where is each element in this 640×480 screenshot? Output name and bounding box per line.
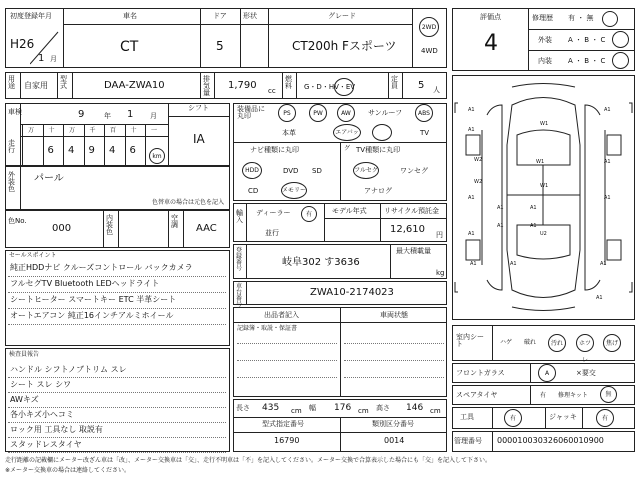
equip-ps-circle: PS: [278, 104, 296, 122]
glass-label: フロントガラス: [456, 369, 505, 377]
equip-airbag-circle: エアバッグ: [333, 124, 361, 141]
fuel-hv-circle: [334, 78, 354, 96]
inspector-line: スタッドレスタイヤ: [10, 440, 82, 449]
jack-yes-circle: 有: [596, 409, 614, 427]
color-no-label: 色No.: [8, 217, 27, 225]
damage-mark: A1: [497, 223, 504, 229]
shift-label: シフト: [188, 104, 209, 112]
seat-label: 室内シート: [456, 333, 484, 348]
inspector-line: ロック用 工具なし 取説有: [10, 425, 103, 434]
damage-mark: W1: [540, 121, 549, 127]
capacity-value: 5: [418, 80, 425, 91]
mileage-digit-divider: [63, 124, 64, 166]
repair-label: 修理歴: [532, 14, 553, 22]
damage-mark: W1: [536, 159, 545, 165]
navi-memory-circle: メモリー: [281, 182, 307, 199]
equip-aw-circle: AW: [337, 104, 355, 122]
seat-burn-circle: 焦げ: [603, 334, 621, 352]
equip-nav-circle: [372, 124, 392, 141]
inspector-rule: [8, 422, 226, 423]
sales-point-line: オートエアコン 純正16インチアルミホイール: [10, 311, 174, 320]
damage-mark: A1: [470, 261, 477, 267]
mileage-digit: 6: [47, 145, 54, 156]
inspector-rule: [8, 437, 226, 438]
mileage-digit: 9: [88, 145, 95, 156]
mileage-digit-header: 千: [89, 127, 96, 134]
footer-line2: ※メーター交換車の場合は連絡してください。: [5, 467, 131, 474]
tv-oneseg: ワンセグ: [400, 167, 428, 175]
control-label: 管理番号: [454, 437, 482, 445]
height-value: 146: [406, 403, 424, 413]
sales-point-rule: [8, 324, 226, 325]
score-value: 4: [484, 31, 498, 56]
damage-mark: A1: [468, 107, 475, 113]
model-value: DAA-ZWA10: [104, 80, 165, 91]
sales-point-line: シートヒーター スマートキー ETC 半革シート: [10, 295, 177, 304]
type-value: 16790: [274, 436, 300, 445]
aircon-label: 空調: [171, 214, 178, 229]
length-unit: cm: [291, 407, 302, 415]
class-label: 類別区分番号: [372, 420, 414, 428]
doors-value: 5: [216, 39, 224, 53]
jack-label: ジャッキ: [549, 413, 577, 421]
sales-points-label: セールスポイント: [9, 252, 57, 259]
mileage-digit-divider: [104, 124, 105, 166]
damage-mark: A1: [596, 295, 603, 301]
displacement-value: 1,790: [228, 80, 257, 91]
damage-mark: A1: [468, 127, 475, 133]
first-reg-value: H26: [10, 37, 35, 51]
tools-label: 工具: [460, 413, 474, 421]
width-label: 幅: [309, 404, 316, 412]
width-value: 176: [334, 403, 352, 413]
equip-abs-circle: ABS: [415, 104, 433, 122]
inspector-line: ハンドル シフトノブトリム スレ: [10, 365, 127, 374]
displacement-label: 排気量: [203, 75, 210, 97]
damage-mark: A1: [604, 107, 611, 113]
navi-hdd-circle: HDD: [242, 162, 262, 179]
equip-pw-circle: PW: [309, 104, 327, 122]
inspector-line: シート スレ シワ: [10, 380, 72, 389]
mileage-digit: 6: [129, 145, 136, 156]
first-reg-label: 初度登録年月: [10, 12, 52, 20]
seller-sub: 記録簿・取説・保証書: [237, 325, 298, 332]
fuel-value: G・D・HV・EV: [304, 83, 356, 91]
seller-label: 出品者記入: [264, 311, 299, 319]
mileage-header-line: [20, 136, 168, 137]
inspector-rule: [8, 452, 226, 453]
score-label: 評価点: [480, 13, 501, 21]
tv-label: TV種類に丸印: [356, 146, 401, 154]
first-reg-month-unit: 月: [50, 55, 57, 63]
aircon-value: AAC: [196, 223, 217, 234]
load-unit: kg: [436, 269, 445, 277]
inspector-line: AWキズ: [10, 395, 39, 404]
navi-sd: SD: [312, 167, 322, 175]
grade-label: グレード: [328, 12, 356, 20]
color-label: 外装色: [8, 171, 15, 193]
mileage-digit-header: 十: [48, 127, 55, 134]
mileage-digit-header: 十: [130, 127, 137, 134]
capacity-label: 定員: [391, 75, 398, 90]
damage-mark: W2: [474, 179, 483, 185]
chassis-label: 車台番号: [236, 283, 243, 308]
repair-none-circle: [602, 11, 618, 27]
sales-point-line: 純正HDDナビ クルーズコントロール バックカメラ: [10, 263, 193, 272]
damage-mark: W2: [474, 157, 483, 163]
mileage-digit-header: 万: [69, 127, 76, 134]
parallel-label: 並行: [265, 229, 279, 237]
drive-2wd-circle: 2WD: [419, 17, 439, 37]
navi-label: ナビ種類に丸印: [250, 146, 299, 154]
inspector-label: 検査員報告: [9, 351, 40, 358]
inspector-rule: [8, 407, 226, 408]
seller-col2: 車両状態: [380, 311, 408, 319]
inspector-rule: [8, 392, 226, 393]
displacement-unit: cc: [268, 87, 276, 95]
fuel-label: 燃料: [285, 75, 292, 90]
interior-c-circle: [612, 52, 629, 69]
equip-sunroof: サンルーフ: [368, 109, 403, 117]
control-value: 000010030326060010900: [497, 436, 604, 445]
inspector-line: 各小キズ小ヘコミ: [10, 410, 74, 419]
shaken-year: 9: [78, 109, 85, 120]
recycle-unit: 円: [436, 231, 443, 239]
car-name-value: CT: [120, 39, 139, 55]
capacity-unit: 人: [433, 86, 440, 94]
mileage-digit-header: 百: [110, 127, 117, 134]
shift-value: IA: [193, 132, 205, 146]
equip-leather: 本革: [282, 129, 296, 137]
use-label: 用途: [8, 75, 15, 90]
equip-tv: TV: [420, 129, 430, 137]
seat-dirt-circle: 汚れ: [548, 334, 566, 352]
shaken-month: 1: [127, 109, 134, 120]
load-label: 最大積載量: [396, 247, 431, 255]
damage-mark: A1: [604, 159, 611, 165]
interior-label: 内装: [538, 57, 552, 65]
spare-yes: 有: [540, 392, 547, 399]
dealer-yes-circle: 有: [301, 206, 317, 222]
seat-opt-yabure: 破れ: [524, 339, 537, 346]
equipment-title: 装備品に丸印: [237, 105, 265, 120]
mileage-digit-divider: [22, 124, 23, 166]
import-label: 輸入: [236, 209, 243, 224]
shaken-label: 車検: [8, 108, 22, 116]
color-no-value: 000: [52, 223, 72, 234]
shaken-month-unit: 月: [150, 112, 157, 120]
spare-label: スペアタイヤ: [456, 391, 498, 399]
sales-point-rule: [8, 292, 226, 293]
spare-none-circle: 無: [600, 386, 617, 403]
mileage-unit-circle: km: [149, 148, 165, 164]
damage-mark: A1: [497, 205, 504, 211]
recycle-label: リサイクル預託金: [384, 207, 440, 215]
navi-cd: CD: [248, 187, 259, 195]
registration-label: 登録番号: [236, 247, 243, 272]
car-name-label: 車名: [123, 12, 137, 20]
seat-opt-hage: ハゲ: [500, 339, 513, 346]
tv-fullseg-circle: フルセグ: [353, 162, 379, 179]
registration-value: 岐阜302 す3636: [282, 257, 360, 268]
mileage-label: 走行: [8, 139, 15, 154]
glass-a-circle: A: [538, 364, 556, 382]
glass-replace: ×要交: [576, 369, 596, 377]
damage-mark: A1: [468, 231, 475, 237]
mileage-digit-divider: [125, 124, 126, 166]
drive-4wd: 4WD: [421, 47, 438, 55]
damage-mark: A1: [530, 205, 537, 211]
dealer-label: ディーラー: [256, 209, 291, 217]
sales-point-line: フルセグTV Bluetooth LEDヘッドライト: [10, 279, 160, 288]
tv-analog: アナログ: [364, 187, 392, 195]
sales-point-rule: [8, 276, 226, 277]
seat-fray-circle: ホツレ: [576, 334, 594, 352]
class-value: 0014: [384, 436, 405, 445]
interior-value: A ・ B ・ C: [568, 57, 606, 65]
damage-mark: A1: [530, 223, 537, 229]
shape-label: 形状: [243, 12, 257, 20]
use-value: 自家用: [24, 81, 48, 90]
mileage-digit: 4: [68, 145, 75, 156]
mileage-digit-divider: [84, 124, 85, 166]
mileage-digit-header: 一: [151, 127, 158, 134]
footer-line1: 走行距離の記載欄にメーター改ざん車は「改」、メーター交換車は「交」、走行不明車は「不」を記入してください。メーター交換で合算表示した場合にも「交」を記入して下さい。: [5, 457, 492, 464]
repair-value: 有 ・ 無: [568, 14, 594, 22]
grade-value: CT200h Fスポーツ: [292, 39, 397, 53]
exterior-value: A ・ B ・ C: [568, 36, 606, 44]
height-unit: cm: [430, 407, 441, 415]
interior-color-label: 内装色: [106, 214, 113, 236]
color-value: パール: [34, 173, 64, 184]
exterior-c-circle: [612, 31, 629, 48]
damage-mark: A1: [510, 261, 517, 267]
color-note: 色替車の場合は元色を記入: [152, 199, 225, 206]
damage-mark: W1: [540, 183, 549, 189]
length-label: 長さ: [236, 404, 250, 412]
height-label: 高さ: [376, 404, 390, 412]
model-label: 型式: [60, 75, 67, 90]
length-value: 435: [262, 403, 280, 413]
mileage-digit-divider: [145, 124, 146, 166]
chassis-value: ZWA10-2174023: [310, 287, 394, 298]
damage-mark: A1: [468, 195, 475, 201]
mileage-digit: 4: [109, 145, 116, 156]
model-year-label: モデル年式: [332, 207, 367, 215]
shaken-year-unit: 年: [104, 112, 111, 120]
spare-kit: 修理キット: [558, 392, 588, 399]
mileage-digit-divider: [43, 124, 44, 166]
mileage-digit-header: 万: [28, 127, 35, 134]
tools-yes-circle: 有: [504, 409, 522, 427]
doors-label: ドア: [213, 12, 227, 20]
type-label: 型式指定番号: [262, 420, 304, 428]
inspector-rule: [8, 377, 226, 378]
navi-dvd: DVD: [283, 167, 299, 175]
damage-mark: A1: [604, 195, 611, 201]
reg-slash: [30, 30, 60, 66]
first-reg-month: 1: [38, 53, 45, 64]
recycle-value: 12,610: [390, 224, 425, 235]
exterior-label: 外装: [538, 36, 552, 44]
damage-mark: A1: [600, 261, 607, 267]
sales-point-rule: [8, 308, 226, 309]
damage-mark: U2: [540, 231, 547, 237]
width-unit: cm: [358, 407, 369, 415]
